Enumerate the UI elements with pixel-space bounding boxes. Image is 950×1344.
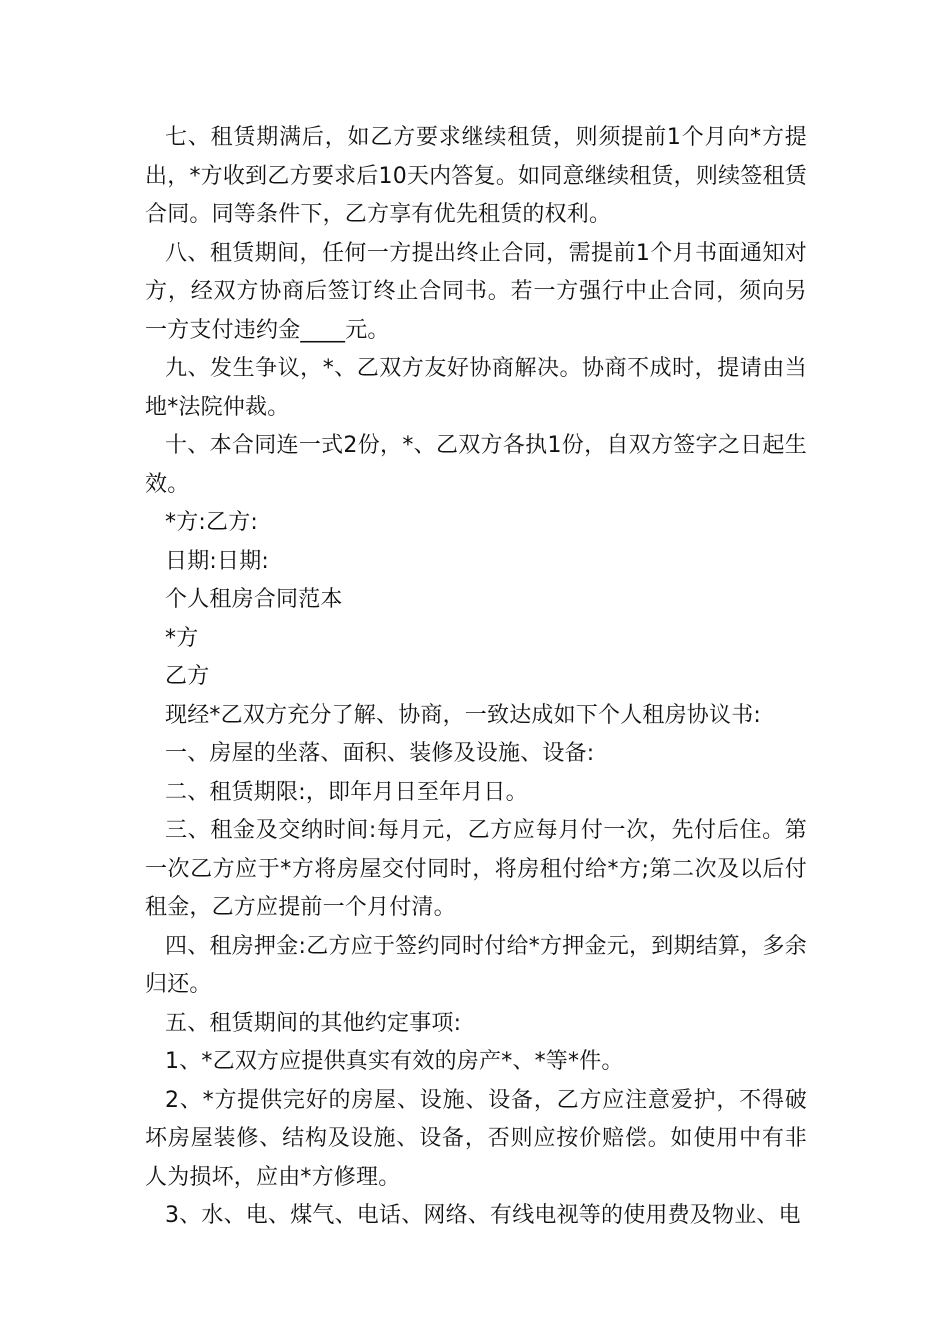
sub-clause-2: 2、*方提供完好的房屋、设施、设备，乙方应注意爱护，不得破坏房屋装修、结构及设施、设备，否则应按价赔偿。如使用中有非人为损坏，应由*方修理。 xyxy=(145,1087,807,1190)
sub-clause-1: 1、*乙双方应提供真实有效的房产*、*等*件。 xyxy=(165,1049,624,1074)
party-b-line: 乙方 xyxy=(165,664,210,689)
paragraph-clause-1: 一、房屋的坐落、面积、装修及设施、设备: xyxy=(165,741,595,766)
preamble-paragraph: 现经*乙双方充分了解、协商，一致达成如下个人租房协议书: xyxy=(165,702,762,728)
party-a-line: *方 xyxy=(165,625,199,651)
sub-clause-3: 3、水、电、煤气、电话、网络、有线电视等的使用费及物业、电 xyxy=(165,1203,801,1228)
paragraph-clause-10: 十、本合同连一式2份，*、乙双方各执1份，自双方签字之日起生效。 xyxy=(145,433,807,497)
paragraph-clause-7: 七、租赁期满后，如乙方要求继续租赁，则须提前1个月向*方提出，*方收到乙方要求后10天内答复。如同意继续租赁，则续签租赁合同。同等条件下，乙方享有优先租赁的权利。 xyxy=(145,125,807,227)
paragraph-clause-2: 二、租赁期限:，即年月日至年月日。 xyxy=(165,779,528,805)
document-body xyxy=(145,119,807,1236)
contract-title: 个人租房合同范本 xyxy=(165,587,343,612)
paragraph-clause-5: 五、租赁期间的其他约定事项: xyxy=(165,1010,462,1036)
signature-parties-line: *方:乙方: xyxy=(165,510,259,535)
paragraph-clause-4: 四、租房押金:乙方应于签约同时付给*方押金元，到期结算，多余归还。 xyxy=(145,933,807,997)
paragraph-clause-9: 九、发生争议，*、乙双方友好协商解决。协商不成时，提请由当地*法院仲裁。 xyxy=(145,356,807,420)
paragraph-clause-8: 八、租赁期间，任何一方提出终止合同，需提前1个月书面通知对方，经双方协商后签订终止合同书。若一方强行中止合同，须向另一方支付违约金____元。 xyxy=(145,240,807,343)
paragraph-clause-3: 三、租金及交纳时间:每月元，乙方应每月付一次，先付后住。第一次乙方应于*方将房屋交付同时，将房租付给*方;第二次及以后付租金，乙方应提前一个月付清。 xyxy=(145,818,807,920)
signature-date-line: 日期:日期: xyxy=(165,548,270,574)
